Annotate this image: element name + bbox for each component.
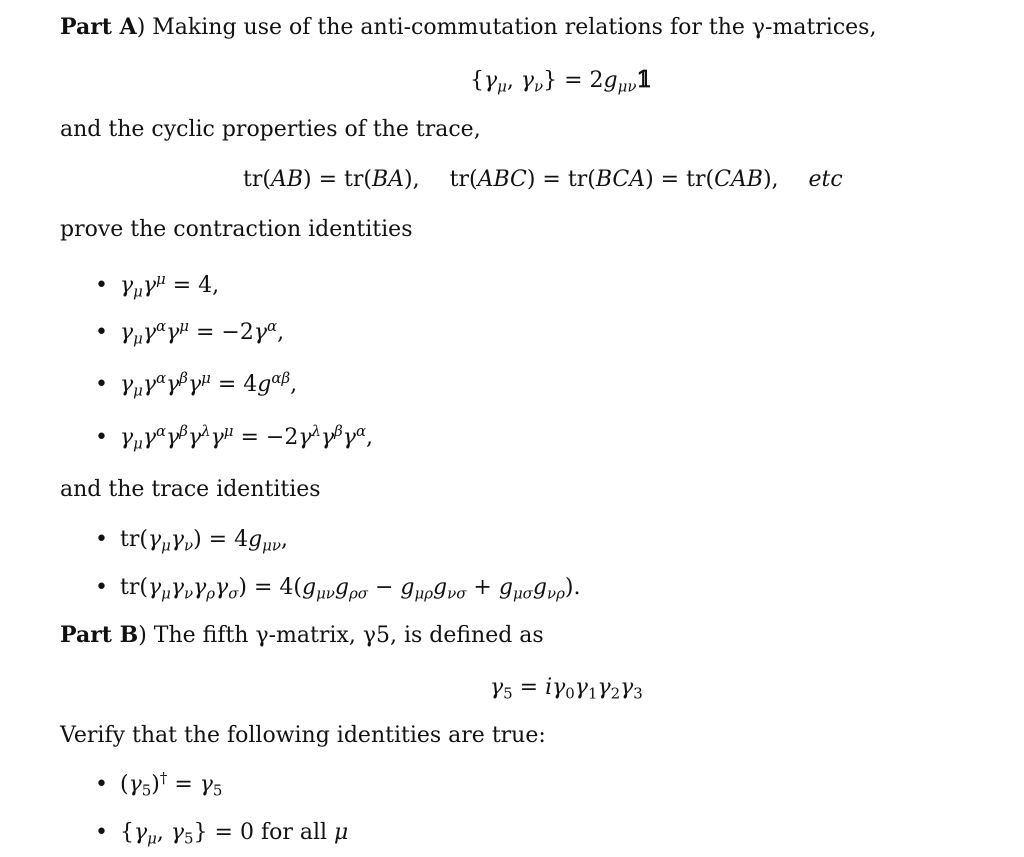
verify-identity-2: {$\gamma_\mu$, $\gamma_5\} = 0$ for all μ: [120, 820, 349, 848]
part-a-intro-text: ) Making use of the anti-commutation relations for the γ-matrices,: [136, 15, 877, 40]
trace-identity-2: $tr(\gamma_\mu\gamma_\nu\gamma_\rho\gamma_\sigma) = 4(g_{\mu\nu}g_{\rho\sigma} - g_{\mu\rho}g_{\nu\sigma} + g_{\mu\sigma}g_{\nu\rho})$.: [120, 575, 581, 603]
part-a-intro: [60, 14, 876, 41]
bullet: •: [95, 425, 108, 450]
contraction-identity-3: $\gamma_\mu\gamma^\alpha\gamma^\beta\gamma^\mu = 4g^{\alpha\beta}$,: [120, 368, 298, 400]
bullet: •: [95, 820, 108, 845]
bullet: •: [95, 772, 108, 797]
bullet: •: [95, 372, 108, 397]
verify-identity-1: $(\gamma_5)^\dagger = \gamma_5$: [120, 768, 223, 800]
part-b-label: Part B: [60, 622, 139, 648]
cyclic-trace-equation: tr(AB) = tr(BA), tr(ABC) = tr(BCA) = tr(CAB), etc: [243, 167, 843, 192]
contraction-identity-1: $\gamma_\mu\gamma^\mu = 4$,: [120, 269, 220, 301]
bullet: •: [95, 575, 108, 600]
part-a-label: Part A: [60, 14, 137, 40]
cyclic-intro: and the cyclic properties of the trace,: [60, 117, 481, 142]
contraction-identity-4: $\gamma_\mu\gamma^\alpha\gamma^\beta\gamma^\lambda\gamma^\mu = -2\gamma^\lambda\gamma^\beta\gamma^\alpha$,: [120, 421, 374, 453]
part-b-intro-text: ) The fifth γ-matrix, γ5, is defined as: [138, 623, 544, 648]
verify-intro: Verify that the following identities are true:: [60, 723, 546, 748]
contraction-intro: prove the contraction identities: [60, 217, 413, 242]
bullet: •: [95, 527, 108, 552]
gamma5-definition: $\gamma_5 = i\gamma_0\gamma_1\gamma_2\gamma_3$: [490, 675, 643, 703]
trace-intro: and the trace identities: [60, 477, 321, 502]
bullet: •: [95, 320, 108, 345]
bullet: •: [95, 273, 108, 298]
contraction-identity-2: $\gamma_\mu\gamma^\alpha\gamma^\mu = -2\gamma^\alpha$,: [120, 316, 285, 348]
part-b-intro: [60, 622, 544, 649]
trace-identity-1: $tr(\gamma_\mu\gamma_\nu) = 4g_{\mu\nu}$,: [120, 527, 288, 555]
anticommutator-equation: {$\gamma_\mu$, $\gamma_\nu$} = $2g_{\mu\nu}𝟙$: [470, 67, 650, 96]
